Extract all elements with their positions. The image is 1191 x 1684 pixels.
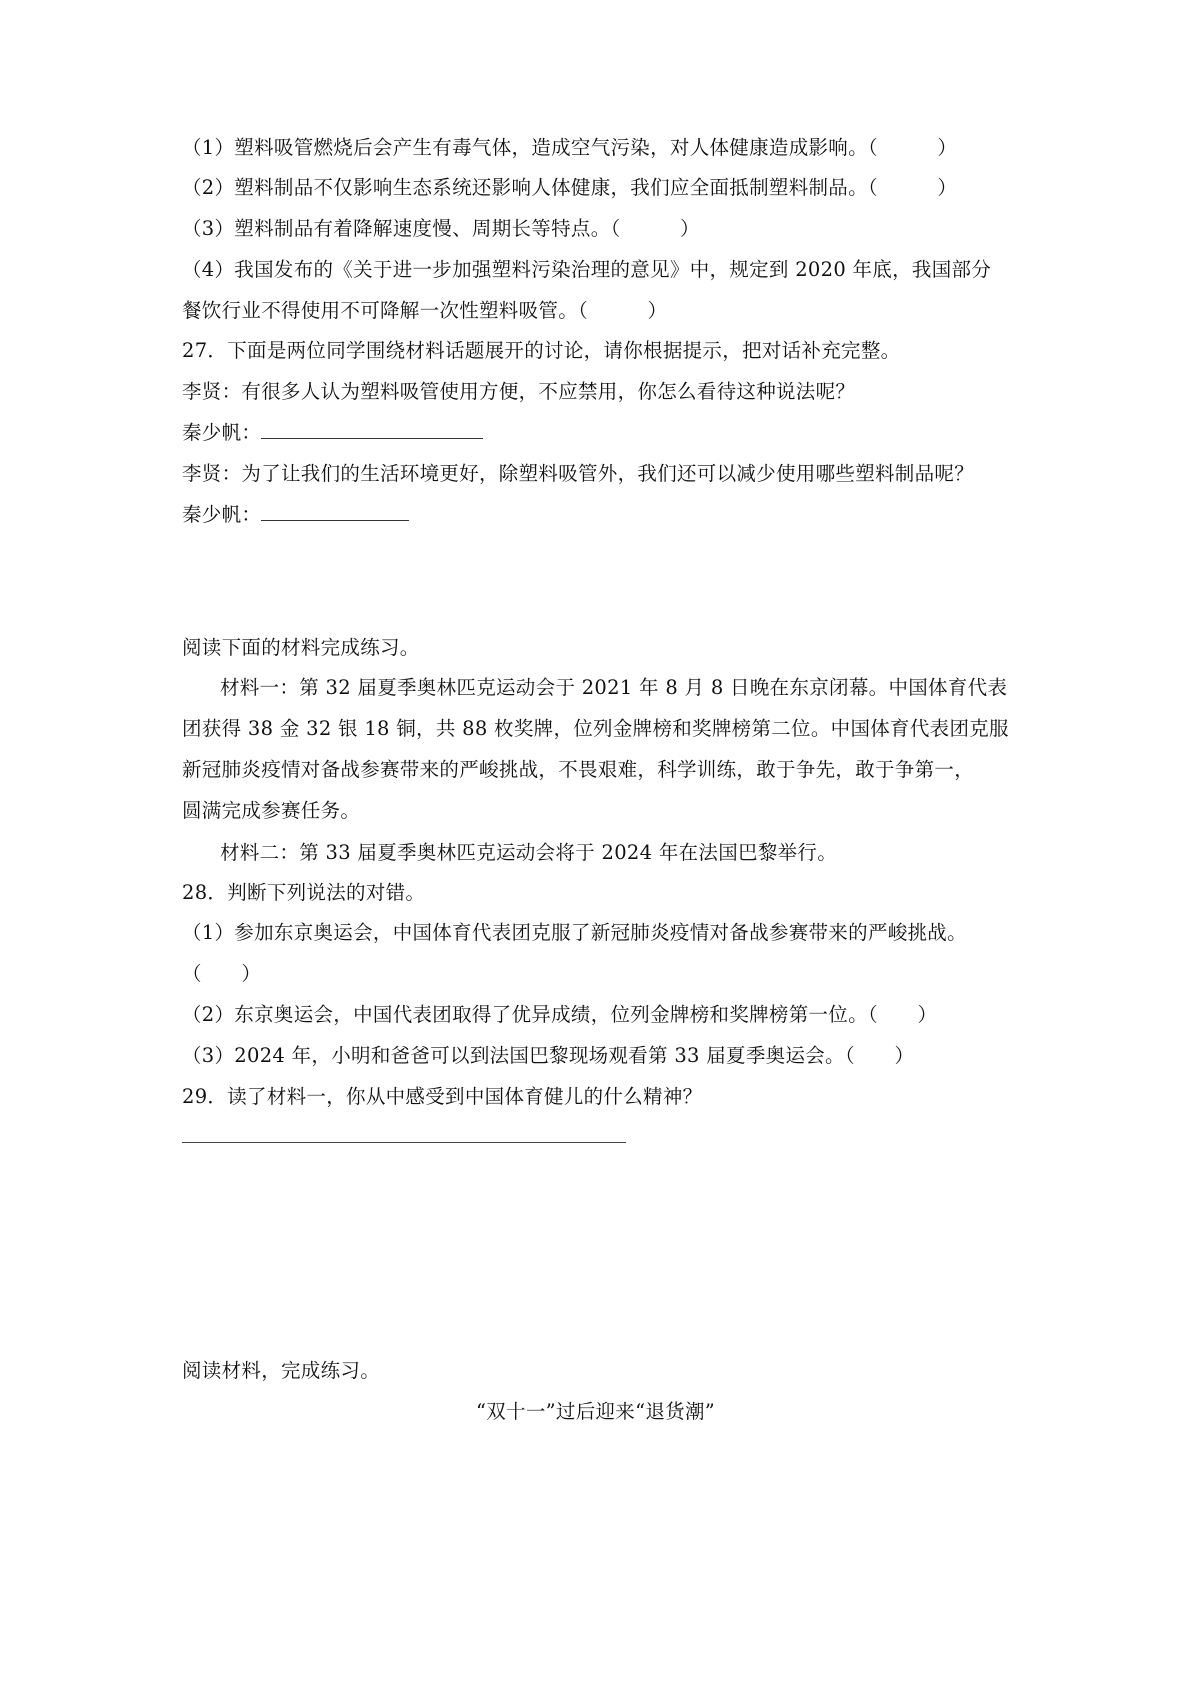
article-title: “双十一”过后迎来“退货潮” xyxy=(475,1400,716,1423)
q28-item-2: （2）东京奥运会，中国代表团取得了优异成绩，位列金牌榜和奖牌榜第一位。（ ） xyxy=(182,1003,938,1026)
question-27: 27．下面是两位同学围绕材料话题展开的讨论，请你根据提示，把对话补充完整。 xyxy=(182,339,901,362)
answer-blank-2[interactable] xyxy=(261,502,409,521)
speaker-label: 秦少帆： xyxy=(182,421,262,444)
dialog-line-1: 李贤：有很多人认为塑料吸管使用方便，不应禁用，你怎么看待这种说法呢？ xyxy=(182,380,856,403)
answer-line-29[interactable] xyxy=(182,1142,626,1143)
statement-4-line-2: 餐饮行业不得使用不可降解一次性塑料吸管。（ ） xyxy=(182,299,668,322)
material-1-line-4: 圆满完成参赛任务。 xyxy=(182,799,361,822)
dialog-line-2 xyxy=(182,420,483,446)
material-2: 材料二：第 33 届夏季奥林匹克运动会将于 2024 年在法国巴黎举行。 xyxy=(220,841,838,864)
statement-3: （3）塑料制品有着降解速度慢、周期长等特点。（ ） xyxy=(182,217,700,240)
q28-item-3: （3）2024 年，小明和爸爸可以到法国巴黎现场观看第 33 届夏季奥运会。（ ） xyxy=(182,1044,915,1067)
speaker-label: 秦少帆： xyxy=(182,503,262,526)
dialog-line-4 xyxy=(182,502,409,528)
material-1-line-2: 团获得 38 金 32 银 18 铜，共 88 枚奖牌，位列金牌榜和奖牌榜第二位。中国体育代表团克服 xyxy=(182,717,1009,740)
question-29: 29．读了材料一，你从中感受到中国体育健儿的什么精神？ xyxy=(182,1085,703,1108)
q28-item-1-bracket: （ ） xyxy=(182,962,262,985)
material-1-line-3: 新冠肺炎疫情对备战参赛带来的严峻挑战，不畏艰难，科学训练，敢于争先，敢于争第一， xyxy=(182,758,975,781)
dialog-line-3: 李贤：为了让我们的生活环境更好，除塑料吸管外，我们还可以减少使用哪些塑料制品呢？ xyxy=(182,462,975,485)
statement-4-line-1: （4）我国发布的《关于进一步加强塑料污染治理的意见》中，规定到 2020 年底，我国部分 xyxy=(182,258,992,281)
question-28: 28．判断下列说法的对错。 xyxy=(182,881,426,904)
statement-2: （2）塑料制品不仅影响生态系统还影响人体健康，我们应全面抵制塑料制品。（ ） xyxy=(182,176,958,199)
material-1-line-1: 材料一：第 32 届夏季奥林匹克运动会于 2021 年 8 月 8 日晚在东京闭幕。中国体育代表 xyxy=(220,676,1008,699)
q28-item-1: （1）参加东京奥运会，中国体育代表团克服了新冠肺炎疫情对备战参赛带来的严峻挑战。 xyxy=(182,921,967,944)
section-intro-2: 阅读材料，完成练习。 xyxy=(182,1359,381,1382)
section-intro: 阅读下面的材料完成练习。 xyxy=(182,636,420,659)
answer-blank-1[interactable] xyxy=(261,420,483,439)
statement-1: （1）塑料吸管燃烧后会产生有毒气体，造成空气污染，对人体健康造成影响。（ ） xyxy=(182,136,958,159)
